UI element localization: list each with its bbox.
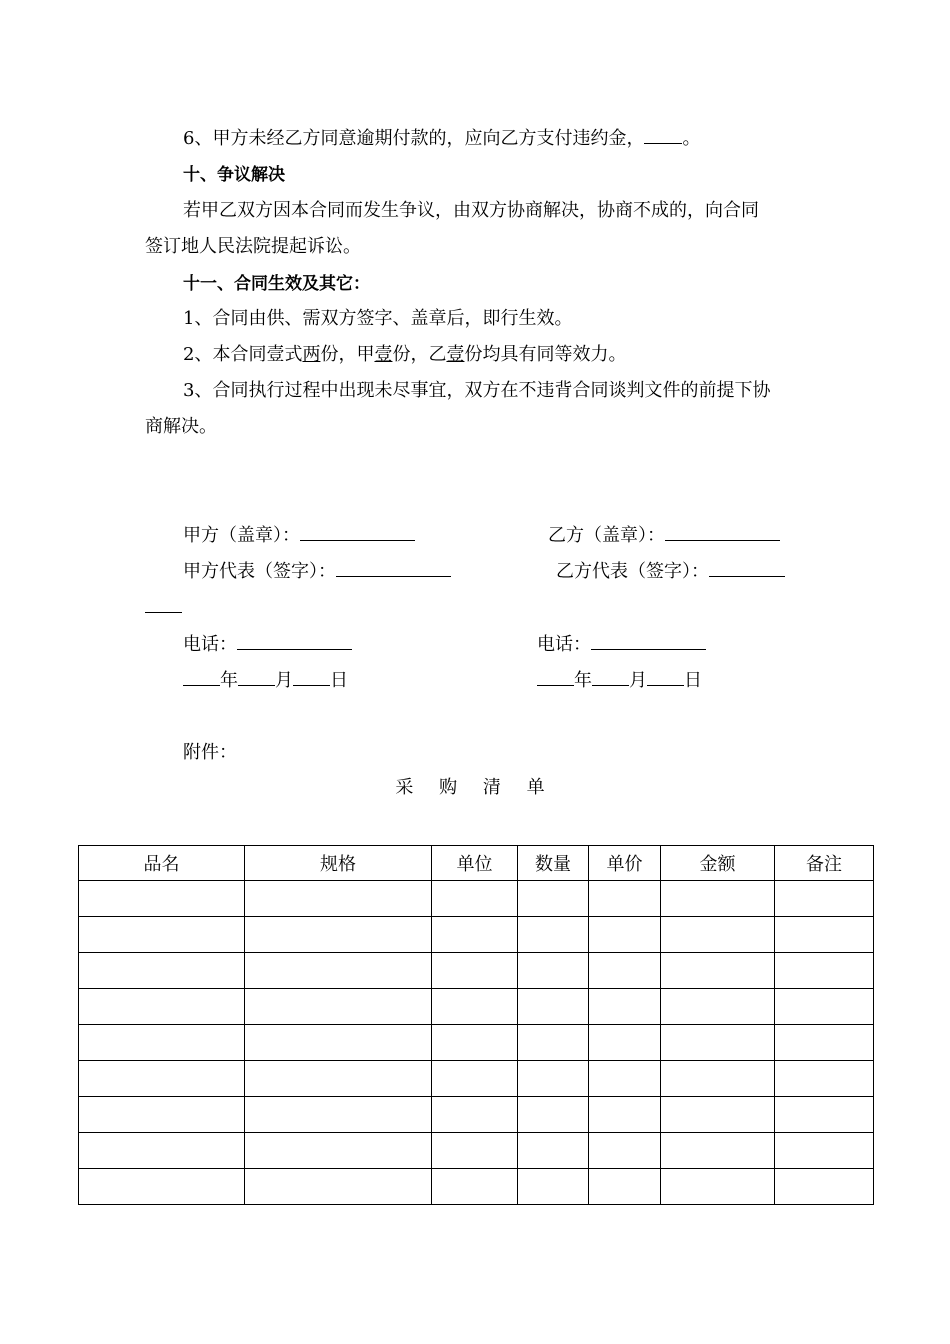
table-cell[interactable]: [775, 1025, 874, 1061]
table-cell[interactable]: [775, 1061, 874, 1097]
table-row: [79, 1061, 874, 1097]
date-b: [537, 669, 702, 693]
party-b-seal: [548, 524, 780, 548]
table-cell[interactable]: [775, 1169, 874, 1205]
date-b-day-field[interactable]: [647, 669, 684, 686]
table-cell[interactable]: [589, 1133, 661, 1169]
table-cell[interactable]: [432, 1061, 518, 1097]
table-cell[interactable]: [661, 1097, 775, 1133]
table-cell[interactable]: [79, 1061, 245, 1097]
table-cell[interactable]: [79, 1169, 245, 1205]
table-cell[interactable]: [589, 1097, 661, 1133]
table-cell[interactable]: [518, 1061, 589, 1097]
clause-item-6-text: 6、甲方未经乙方同意逾期付款的，应向乙方支付违约金，: [183, 128, 645, 149]
copies-total: 两: [302, 344, 321, 365]
table-cell[interactable]: [245, 1097, 432, 1133]
table-cell[interactable]: [245, 953, 432, 989]
table-cell[interactable]: [79, 1133, 245, 1169]
column-header: 单价: [589, 846, 661, 881]
copies-party-a: 壹: [374, 344, 393, 365]
section-11-item-1: 1、合同由供、需双方签字、盖章后，即行生效。: [183, 308, 573, 329]
table-cell[interactable]: [245, 917, 432, 953]
month-label: 月: [275, 670, 293, 691]
table-cell[interactable]: [661, 953, 775, 989]
table-cell[interactable]: [79, 989, 245, 1025]
phone-b: [537, 633, 706, 657]
table-cell[interactable]: [518, 953, 589, 989]
table-body: [79, 881, 874, 1205]
table-cell[interactable]: [79, 1025, 245, 1061]
table-cell[interactable]: [245, 1025, 432, 1061]
item-2-part: 份，乙: [392, 344, 447, 365]
party-b-seal-field[interactable]: [665, 524, 780, 541]
table-cell[interactable]: [775, 1097, 874, 1133]
phone-a-field[interactable]: [237, 633, 352, 650]
table-cell[interactable]: [432, 989, 518, 1025]
table-cell[interactable]: [775, 953, 874, 989]
table-cell[interactable]: [661, 881, 775, 917]
year-label: 年: [574, 670, 592, 691]
party-b-rep-field-continued: [145, 596, 182, 620]
table-cell[interactable]: [245, 881, 432, 917]
table-cell[interactable]: [79, 881, 245, 917]
party-a-rep: [183, 560, 451, 584]
table-row: [79, 989, 874, 1025]
item-2-part: 2、本合同壹式: [183, 344, 303, 365]
date-a-year-field[interactable]: [183, 669, 220, 686]
column-header: 金额: [661, 846, 775, 881]
section-11-item-3-line2: 商解决。: [145, 416, 217, 437]
table-cell[interactable]: [589, 917, 661, 953]
table-cell[interactable]: [79, 953, 245, 989]
table-cell[interactable]: [518, 917, 589, 953]
table-row: [79, 1169, 874, 1205]
party-a-seal-field[interactable]: [300, 524, 415, 541]
table-cell[interactable]: [518, 881, 589, 917]
date-a-day-field[interactable]: [293, 669, 330, 686]
party-b-rep-field[interactable]: [709, 560, 785, 577]
table-cell[interactable]: [775, 917, 874, 953]
table-cell[interactable]: [245, 989, 432, 1025]
table-cell[interactable]: [661, 1133, 775, 1169]
table-row: [79, 881, 874, 917]
table-cell[interactable]: [589, 881, 661, 917]
clause-item-6-end: 。: [682, 128, 701, 149]
party-a-rep-field[interactable]: [336, 560, 451, 577]
table-cell[interactable]: [661, 1061, 775, 1097]
column-header: 单位: [432, 846, 518, 881]
section-10-para-line2: 签订地人民法院提起诉讼。: [145, 236, 361, 257]
column-header: 数量: [518, 846, 589, 881]
penalty-blank: [644, 127, 682, 144]
table-row: [79, 1025, 874, 1061]
party-a-rep-label: 甲方代表（签字）：: [183, 561, 336, 582]
table-cell[interactable]: [432, 1169, 518, 1205]
table-row: [79, 1133, 874, 1169]
table-cell[interactable]: [661, 1025, 775, 1061]
phone-b-label: 电话：: [537, 634, 591, 655]
day-label: 日: [684, 670, 702, 691]
party-a-seal-label: 甲方（盖章）：: [183, 525, 300, 546]
table-cell[interactable]: [79, 917, 245, 953]
table-cell[interactable]: [589, 1169, 661, 1205]
section-11-item-2: [183, 343, 626, 367]
table-cell[interactable]: [775, 881, 874, 917]
table-row: [79, 1097, 874, 1133]
table-cell[interactable]: [589, 953, 661, 989]
day-label: 日: [330, 670, 348, 691]
table-cell[interactable]: [432, 953, 518, 989]
copies-party-b: 壹: [446, 344, 465, 365]
table-cell[interactable]: [775, 1133, 874, 1169]
table-cell[interactable]: [432, 1097, 518, 1133]
table-cell[interactable]: [775, 989, 874, 1025]
date-b-month-field[interactable]: [592, 669, 629, 686]
phone-b-field[interactable]: [591, 633, 706, 650]
table-cell[interactable]: [661, 989, 775, 1025]
table-cell[interactable]: [518, 989, 589, 1025]
party-a-seal: [183, 524, 415, 548]
table-cell[interactable]: [432, 1133, 518, 1169]
table-row: [79, 917, 874, 953]
table-cell[interactable]: [589, 1025, 661, 1061]
table-cell[interactable]: [432, 1025, 518, 1061]
clause-item-6: [183, 127, 700, 151]
section-11-item-3-line1: 3、合同执行过程中出现未尽事宜，双方在不违背合同谈判文件的前提下协: [183, 380, 771, 401]
section-10-heading: 十、争议解决: [183, 165, 285, 185]
party-b-rep: [556, 560, 785, 584]
table-cell[interactable]: [79, 1097, 245, 1133]
month-label: 月: [629, 670, 647, 691]
item-2-part: 份均具有同等效力。: [464, 344, 627, 365]
table-cell[interactable]: [518, 1025, 589, 1061]
table-cell[interactable]: [518, 1133, 589, 1169]
attachment-label: 附件：: [183, 742, 237, 763]
party-b-seal-label: 乙方（盖章）：: [548, 525, 665, 546]
date-b-year-field[interactable]: [537, 669, 574, 686]
party-b-rep-label: 乙方代表（签字）：: [556, 561, 709, 582]
table-header-row: [79, 846, 874, 881]
item-2-part: 份，甲: [320, 344, 375, 365]
section-10-para-line1: 若甲乙双方因本合同而发生争议，由双方协商解决，协商不成的，向合同: [183, 200, 759, 221]
date-a: [183, 669, 348, 693]
table-cell[interactable]: [432, 881, 518, 917]
table-cell[interactable]: [432, 917, 518, 953]
table-cell[interactable]: [661, 917, 775, 953]
table-cell[interactable]: [589, 989, 661, 1025]
table-cell[interactable]: [518, 1097, 589, 1133]
column-header: 规格: [245, 846, 432, 881]
table-cell[interactable]: [661, 1169, 775, 1205]
column-header: 备注: [775, 846, 874, 881]
table-cell[interactable]: [245, 1061, 432, 1097]
phone-a-label: 电话：: [183, 634, 237, 655]
table-cell[interactable]: [245, 1133, 432, 1169]
table-row: [79, 953, 874, 989]
phone-a: [183, 633, 352, 657]
purchase-list-table: [78, 845, 874, 1205]
purchase-list-title: 采 购 清 单: [395, 777, 555, 798]
table-cell[interactable]: [518, 1169, 589, 1205]
column-header: 品名: [79, 846, 245, 881]
year-label: 年: [220, 670, 238, 691]
party-b-rep-field-wrap[interactable]: [145, 596, 182, 613]
date-a-month-field[interactable]: [238, 669, 275, 686]
section-11-heading: 十一、合同生效及其它：: [183, 274, 370, 294]
table-cell[interactable]: [245, 1169, 432, 1205]
table-cell[interactable]: [589, 1061, 661, 1097]
